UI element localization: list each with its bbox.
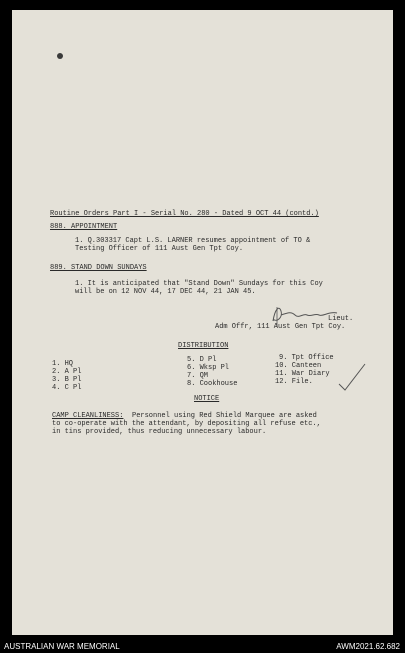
dist-item: 7. QM [187, 372, 209, 380]
dist-item: 11. War Diary [275, 370, 330, 378]
signatory-appointment: Adm Offr, 111 Aust Gen Tpt Coy. [215, 323, 346, 331]
document-header: Routine Orders Part I - Serial No. 280 - Dated 9 OCT 44 (contd.) [50, 210, 319, 218]
document-page [12, 10, 393, 635]
dist-item: 1. HQ [52, 360, 74, 368]
camp-cleanliness-line1: Personnel using Red Shield Marquee are asked [132, 412, 317, 420]
section-888-line1: 1. Q.303317 Capt L.S. LARNER resumes appointment of TO & [75, 237, 311, 245]
section-888-title: 888. APPOINTMENT [50, 223, 118, 231]
dist-item: 8. Cookhouse [187, 380, 238, 388]
camp-cleanliness-line2: to co-operate with the attendant, by depositing all refuse etc., [52, 420, 321, 428]
dist-item: 10. Canteen [275, 362, 322, 370]
footer-accession-number: AWM2021.62.682 [336, 642, 400, 651]
section-888-line2: Testing Officer of 111 Aust Gen Tpt Coy. [75, 245, 244, 253]
dist-item: 9. Tpt Office [279, 354, 334, 362]
dist-item: 4. C Pl [52, 384, 82, 392]
dist-item: 5. D Pl [187, 356, 217, 364]
signatory-rank: Lieut. [328, 315, 354, 323]
camp-cleanliness-label: CAMP CLEANLINESS: [52, 412, 124, 420]
section-889-title: 889. STAND DOWN SUNDAYS [50, 264, 147, 272]
dist-item: 6. Wksp Pl [187, 364, 230, 372]
dist-item: 2. A Pl [52, 368, 82, 376]
notice-title: NOTICE [194, 395, 220, 403]
distribution-title: DISTRIBUTION [178, 342, 229, 350]
footer-credit: AUSTRALIAN WAR MEMORIAL [4, 642, 120, 651]
camp-cleanliness-line3: in tins provided, thus reducing unnecessary labour. [52, 428, 267, 436]
checkmark-icon [337, 362, 367, 392]
dist-item: 12. File. [275, 378, 313, 386]
dist-item: 3. B Pl [52, 376, 82, 384]
footer-bar [0, 641, 405, 653]
section-889-line2: will be on 12 NOV 44, 17 DEC 44, 21 JAN 45. [75, 288, 256, 296]
punch-hole [57, 53, 63, 59]
section-889-line1: 1. It is anticipated that "Stand Down" Sundays for this Coy [75, 280, 323, 288]
